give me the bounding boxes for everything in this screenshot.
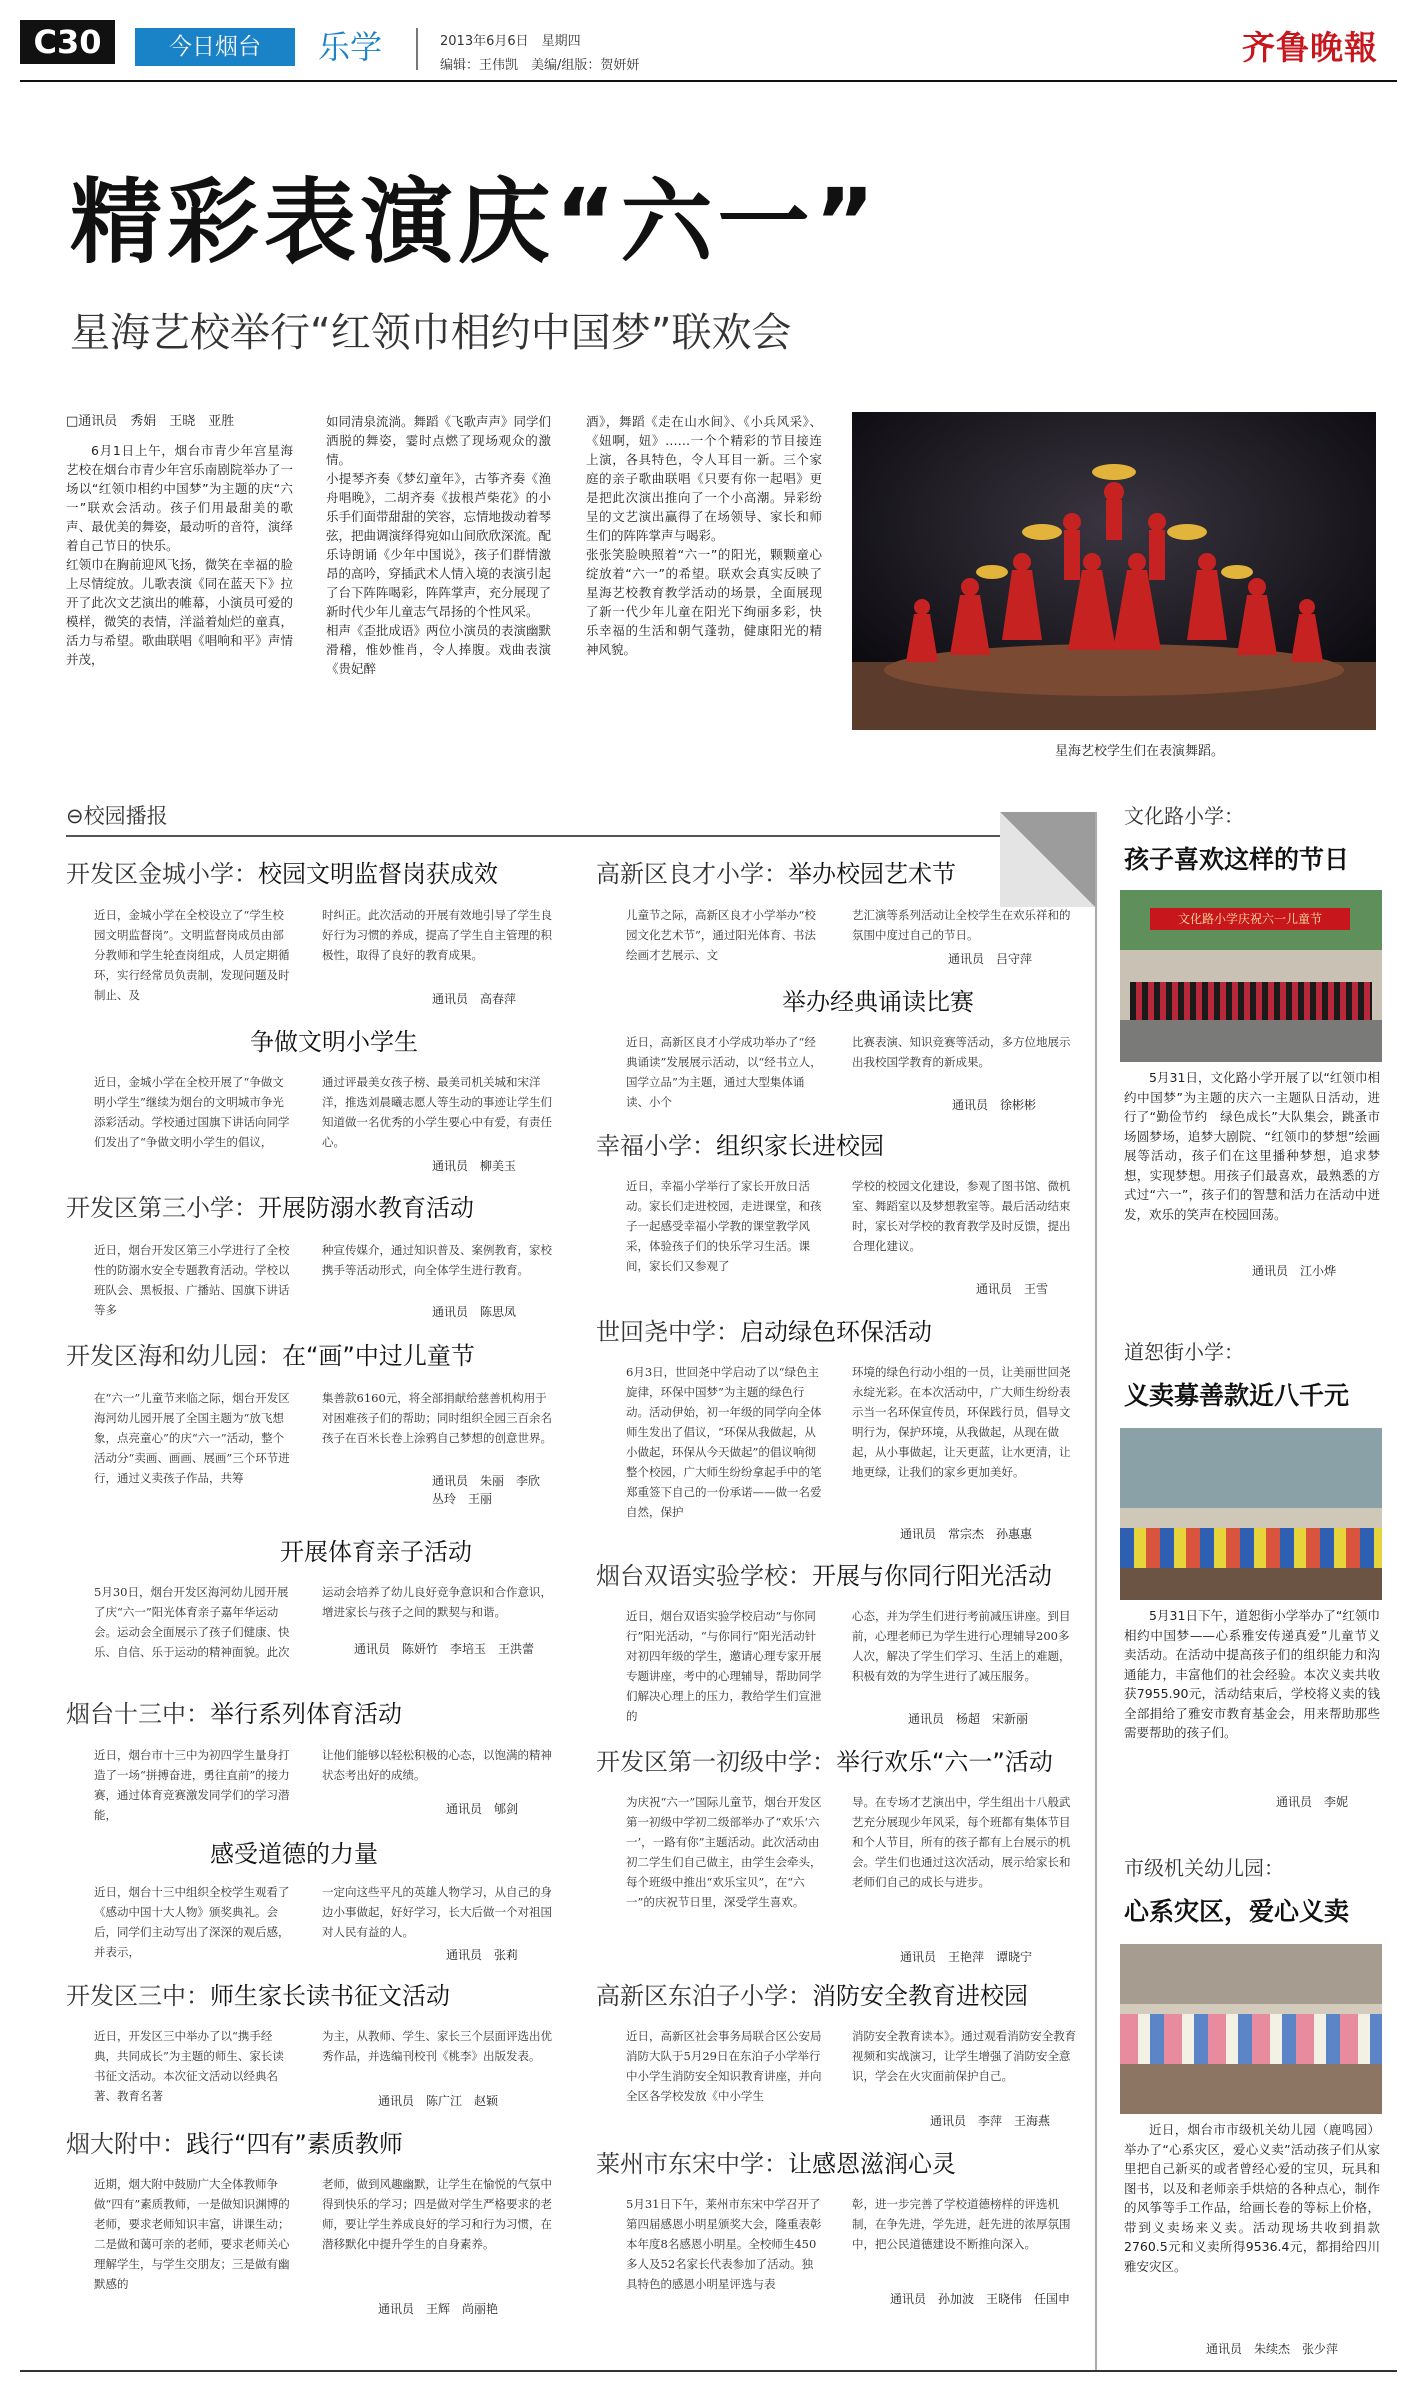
main-subheadline: 星海艺校举行“红领巾相约中国梦”联欢会 [70, 310, 792, 356]
column-label: 乐学 [318, 28, 383, 66]
page-number-box [20, 20, 115, 64]
news-title-main: 消防安全教育进校园 [812, 1982, 1028, 2010]
news-title-prefix: 开发区三中： [66, 1982, 210, 2010]
news-text-right: 运动会培养了幼儿良好竞争意识和合作意识，增进家长与孩子之间的默契与和谐。 [322, 1585, 552, 1619]
sidebar-label: 文化路小学： [1124, 804, 1244, 828]
news-text-left: 近日，烟台市十三中为初四学生量身打造了一场“拼搏奋进，勇往直前”的接力赛，通过体育竞赛激发同学们的学习潜能， [94, 1748, 290, 1822]
news-text-left: 近日，烟台开发区第三小学进行了全校性的防溺水安全专题教育活动。学校以班队会、黑板报、广播站、国旗下讲话等多 [94, 1243, 290, 1317]
news-title-prefix: 高新区东泊子小学： [596, 1982, 812, 2010]
news-title-prefix: 幸福小学： [596, 1132, 716, 1160]
sidebar-photo-2 [1120, 1428, 1382, 1600]
news-text-right: 艺汇演等系列活动让全校学生在欢乐祥和的氛围中度过自己的节日。 [852, 908, 1071, 942]
news-title-prefix: 开发区金城小学： [66, 860, 258, 888]
masthead-logo: 齐鲁晚報 [1242, 28, 1378, 67]
news-title-fire-safety [596, 1980, 1028, 2012]
news-credit: 通讯员 徐彬彬 [952, 1098, 1037, 1112]
news-title-main: 举办校园艺术节 [788, 860, 956, 888]
photo-caption: 星海艺校学生们在表演舞蹈。 [1055, 744, 1225, 759]
sidebar-title: 心系灾区，爱心义卖 [1124, 1897, 1350, 1926]
sidebar-credit: 通讯员 李妮 [1276, 1795, 1349, 1809]
sidebar-credit: 通讯员 朱续杰 张少萍 [1206, 2342, 1339, 2356]
campus-rule [66, 835, 1006, 837]
news-credit: 通讯员 柳美玉 [432, 1159, 517, 1173]
news-text-right: 导。在专场才艺演出中，学生组出十八般武艺充分展现少年风采，每个班都有集体节目和个人节目，所有的孩子都有上台展示的机会。学生们也通过这次活动，展示给家长和老师们自己的成长与进步。 [852, 1795, 1071, 1889]
main-text-col1: 6月1日上午，烟台市青少年宫星海艺校在烟台市青少年宫乐南剧院举办了一场以“红领巾相约中国梦”为主题的庆“六一”联欢会活动。孩子们用最甜美的歌声、最优美的舞姿，最动听的音符，演绎着自己节日的快乐。 红领巾在胸前迎风飞扬，微笑在幸福的脸上尽情绽放。儿歌表演《同在蓝天下》拉开了此次文艺演出的帷幕，小演员可爱的模样，微笑的表情，洋溢着灿烂的童真，活力与希望。歌曲联唱《唱响和平》声情并茂， [66, 443, 293, 667]
campus-section-label: ⊖校园播报 [66, 804, 168, 828]
news-title-civilized: 争做文明小学生 [250, 1028, 418, 1056]
issue-date: 2013年6月6日 星期四 [440, 34, 581, 49]
news-title-prefix: 烟台十三中： [66, 1700, 210, 1728]
news-text-left: 近日，高新区社会事务局联合区公安局消防大队于5月29日在东泊子小学举行中小学生消防安全知识教育讲座，并向全区各学校发放《中小学生 [626, 2029, 822, 2103]
sidebar-title: 孩子喜欢这样的节日 [1124, 845, 1350, 874]
news-credit: 通讯员 陈妍竹 李培玉 王洪蕾 [354, 1642, 535, 1656]
news-credit: 通讯员 高春萍 [432, 992, 517, 1006]
news-text-left: 5月31日下午，莱州市东宋中学召开了第四届感恩小明星颁奖大会，隆重表彰本年度8名感恩小明星。全校师生450多人及52名家长代表参加了活动。独具特色的感恩小明星评选与表 [626, 2197, 822, 2291]
corner-fold-icon [1000, 812, 1095, 907]
news-title-main: 开展与你同行阳光活动 [812, 1562, 1052, 1590]
section-label: 今日烟台 [169, 34, 261, 60]
news-text-left: 近日，高新区良才小学成功举办了“经典诵读”发展展示活动，以“经书立人，国学立品”为主题，通过大型集体诵读、小个 [626, 1035, 822, 1109]
header-rule [20, 80, 1397, 82]
news-text-left: 在“六一”儿童节来临之际，烟台开发区海河幼儿园开展了全国主题为“放飞想象，点亮童心”的庆“六一”活动，整个活动分“卖画、画画、展画”三个环节进行，通过义卖孩子作品，共筹 [94, 1391, 290, 1485]
news-title-drowning [66, 1192, 474, 1224]
news-title-morality: 感受道德的力量 [210, 1840, 378, 1868]
news-text-right: 一定向这些平凡的英雄人物学习，从自己的身边小事做起，好好学习，长大后做一个对祖国对人民有益的人。 [322, 1885, 552, 1939]
news-text-right: 消防安全教育读本》。通过观看消防安全教育视频和实战演习，让学生增强了消防安全意识，学会在火灾面前保护自己。 [852, 2029, 1077, 2083]
news-title-prefix: 烟台双语实验学校： [596, 1562, 812, 1590]
news-title-parents [596, 1130, 884, 1162]
news-title-main: 启动绿色环保活动 [740, 1318, 932, 1346]
news-title-prefix: 开发区第三小学： [66, 1194, 258, 1222]
news-title-main: 校园文明监督岗获成效 [258, 860, 498, 888]
dance-photo [852, 412, 1376, 730]
header-divider [416, 28, 418, 70]
news-title-main: 让感恩滋润心灵 [788, 2150, 956, 2178]
news-title-main: 在“画”中过儿童节 [282, 1342, 475, 1370]
sidebar-title: 义卖募善款近八千元 [1124, 1381, 1350, 1410]
sidebar-body: 5月31日下午，道恕街小学举办了“红领巾相约中国梦——心系雅安传递真爱”儿童节义卖活动。在活动中提高孩子们的组织能力和沟通能力，丰富他们的社会经验。本次义卖共收获7955.90元，活动结束后，学校将义卖的钱全部捐给了雅安市教育基金会，用来帮助那些需要帮助的孩子们。 [1124, 1608, 1380, 1740]
news-title-sports: 开展体育亲子活动 [280, 1538, 472, 1566]
news-text-left: 近日，金城小学在全校设立了“学生校园文明监督岗”。文明监督岗成员由部分教师和学生轮查岗组成，人员定期循环，实行经常员负责制，发现问题及时制止、及 [94, 908, 290, 1002]
news-title-sunshine [596, 1560, 1052, 1592]
news-credit: 通讯员 张莉 [446, 1948, 519, 1962]
news-title-main: 开展防溺水教育活动 [258, 1194, 474, 1222]
news-title-reading [66, 1980, 450, 2012]
news-credit: 通讯员 王艳萍 谭晓宁 [900, 1950, 1033, 1964]
news-title-jincheng [66, 858, 498, 890]
news-text-left: 近日，烟台十三中组织全校学生观看了《感动中国十大人物》颁奖典礼。会后，同学们主动写出了深深的观后感，并表示， [94, 1885, 290, 1959]
news-title-prefix: 莱州市东宋中学： [596, 2150, 788, 2178]
news-title-prefix: 世回尧中学： [596, 1318, 740, 1346]
news-text-right: 学校的校园文化建设，参观了图书馆、微机室、舞蹈室以及梦想教室等。最后活动结束时，家长对学校的教育教学及时反馈，提出合理化建议。 [852, 1179, 1071, 1253]
news-title-gratitude [596, 2148, 956, 2180]
news-title-recitation: 举办经典诵读比赛 [782, 988, 974, 1016]
news-title-13th-sports [66, 1698, 402, 1730]
news-text-right: 为主，从教师、学生、家长三个层面评选出优秀作品，并选编刊校刊《桃李》出版发表。 [322, 2029, 552, 2063]
main-headline: 精彩表演庆“六一” [70, 169, 880, 276]
sidebar-label: 市级机关幼儿园： [1124, 1856, 1284, 1880]
news-title-main: 举行系列体育活动 [210, 1700, 402, 1728]
news-text-right: 集善款6160元，将全部捐献给慈善机构用于对困难孩子们的帮助；同时组织全园三百余名孩子在百米长卷上涂鸦自己梦想的创意世界。 [322, 1391, 552, 1445]
news-title-prefix: 烟大附中： [66, 2130, 186, 2158]
news-text-left: 近日，幸福小学举行了家长开放日活动。家长们走进校园，走进课堂，和孩子一起感受幸福小学教的课堂教学风采，体验孩子们的快乐学习生活。课间，家长们又参观了 [626, 1179, 822, 1273]
page-number: C30 [33, 23, 102, 61]
news-text-left: 5月30日，烟台开发区海河幼儿园开展了庆“六一”阳光体育亲子嘉年华运动会。运动会全面展示了孩子们健康、快乐、自信、乐于运动的精神面貌。此次 [94, 1585, 290, 1659]
news-credit: 通讯员 王辉 尚丽艳 [378, 2302, 499, 2316]
news-credit: 通讯员 杨超 宋新丽 [908, 1712, 1029, 1726]
news-text-right: 彰，进一步完善了学校道德榜样的评选机制，在争先进，学先进，赶先进的浓厚氛围中，把公民道德建设不断推向深入。 [852, 2197, 1071, 2251]
news-title-prefix: 高新区良才小学： [596, 860, 788, 888]
news-text-right: 种宣传媒介，通过知识普及、案例教育，家校携手等活动形式，向全体学生进行教育。 [322, 1243, 552, 1277]
news-text-right: 环境的绿色行动小组的一员，让美丽世回尧永绽光彩。在本次活动中，广大师生纷纷表示当一名环保宣传员，环保践行员，倡导文明行为，保护环境，从我做起，从现在做起，从小事做起，让天更蓝，让水更清，让地更绿，让我们的家乡更加美好。 [852, 1365, 1071, 1479]
news-title-four-have [66, 2128, 403, 2160]
news-credit: 通讯员 孙加波 王晓伟 任国申 [890, 2292, 1071, 2306]
section-label-box [135, 28, 295, 66]
sidebar-body: 近日，烟台市市级机关幼儿园（鹿鸣园）举办了“心系灾区，爱心义卖”活动孩子们从家里把自己新买的或者曾经心爱的宝贝，玩具和图书，以及和老师亲手烘焙的各种点心，制作的风筝等手工作品，给画长卷的等标上价格，带到义卖场来义卖。活动现场共收到捐款2760.5元和义卖所得9536.4元，都捐给四川雅安灾区。 [1124, 2122, 1380, 2274]
sidebar-photo-1 [1120, 890, 1382, 1062]
stage-performance-image [852, 412, 1376, 730]
news-text-left: 儿童节之际，高新区良才小学举办“校园文化艺术节”，通过阳光体育、书法绘画才艺展示、文 [626, 908, 816, 962]
news-text-left: 近期，烟大附中鼓励广大全体教师争做“四有”素质教师，一是做知识渊博的老师，要求老师知识丰富，讲课生动；二是做和蔼可亲的老师，要求老师关心理解学生，与学生交朋友；三是做有幽默感的 [94, 2177, 290, 2291]
news-title-art-festival [596, 858, 956, 890]
news-text-left: 6月3日，世回尧中学启动了以“绿色主旋律，环保中国梦”为主题的绿色行动。活动伊始，初一年级的同学向全体师生发出了倡议，“环保从我做起，从小做起，环保从今天做起”的倡议响彻整个校园，广大师生纷纷拿起手中的笔郑重签下自己的一份承诺——做一名爱自然，保护 [626, 1365, 822, 1519]
news-title-main: 师生家长读书征文活动 [210, 1982, 450, 2010]
main-text-col3: 酒》，舞蹈《走在山水间》、《小兵风采》、《妞啊，妞》……一个个精彩的节目接连上演，各具特色，令人耳目一新。三个家庭的亲子歌曲联唱《只要有你一起唱》更是把此次演出推向了一个小高潮。异彩纷呈的文艺演出赢得了在场领导、家长和师生们的阵阵掌声与喝彩。 张张笑脸映照着“六一”的阳光，颗颗童心绽放着“六一”的希望。联欢会真实反映了星海艺校教育教学活动的场景，全面展现了新一代少年儿童在阳光下绚丽多彩，快乐幸福的生活和朝气蓬勃，健康阳光的精神风貌。 [586, 414, 822, 657]
sidebar-photo-3 [1120, 1944, 1382, 2114]
news-text-right: 通过评最美女孩子榜、最美司机关城和宋洋洋，推选刘晨曦志愿人等生动的事迹让学生们知道做一名优秀的小学生要心中有爱，有责任心。 [322, 1075, 552, 1149]
main-text-col2: 如同清泉流淌。舞蹈《飞歌声声》同学们洒脱的舞姿，霎时点燃了现场观众的激情。 小提琴齐奏《梦幻童年》，古筝齐奏《渔舟唱晚》，二胡齐奏《拔根芦柴花》的小乐手们面带甜甜的笑容，忘情地拨动着琴弦，把曲调演绎得宛如山间欣欣深流。配乐诗朗诵《少年中国说》，孩子们群情激昂的高吟，穿插武术人情入境的表演引起了台下阵阵喝彩，阵阵掌声，充分展现了新时代少年儿童志气昂扬的个性风采。 相声《歪批成语》两位小演员的表演幽默滑稽，惟妙惟肖，令人捧腹。戏曲表演《贵妃醉 [326, 414, 552, 676]
news-credit: 通讯员 朱丽 李欣 丛玲 王丽 [432, 1474, 553, 1506]
sidebar-divider [1095, 812, 1097, 2370]
news-credit: 通讯员 陈广江 赵颖 [378, 2094, 499, 2108]
news-credit: 通讯员 李萍 王海燕 [930, 2114, 1051, 2128]
news-text-right: 比赛表演、知识竞赛等活动，多方位地展示出我校国学教育的新成果。 [852, 1035, 1071, 1069]
main-col-1 [66, 412, 293, 669]
sidebar-body: 5月31日，文化路小学开展了以“红领巾相约中国梦”为主题的庆六一主题队日活动，进行了“勤俭节约 绿色成长”大队集会，跳蚤市场圆梦场，追梦大剧院、“红领巾的梦想”绘画展等活动，孩子们在这里播种梦想，追求梦想，实现梦想。用孩子们最喜欢，最熟悉的方式过“六一”，孩子们的智慧和活力在活动中迸发，欢乐的笑声在校园回荡。 [1124, 1070, 1380, 1222]
news-credit: 通讯员 吕守萍 [948, 952, 1033, 966]
news-title-main: 践行“四有”素质教师 [186, 2130, 403, 2158]
news-text-left: 近日，开发区三中举办了以“携手经典，共同成长”为主题的师生、家长读书征文活动。本次征文活动以经典名著、教育名著 [94, 2029, 284, 2103]
news-credit: 通讯员 郇剑 [446, 1802, 519, 1816]
news-credit: 通讯员 王雪 [976, 1282, 1049, 1296]
news-title-green [596, 1316, 932, 1348]
stage-banner: 文化路小学庆祝六一儿童节 [1150, 908, 1350, 930]
main-byline: □通讯员 秀娟 王晓 亚胜 [66, 414, 235, 429]
editor-credit: 编辑：王伟凯 美编/组版：贺妍妍 [440, 58, 640, 73]
news-text-right: 老师，做到风趣幽默，让学生在愉悦的气氛中得到快乐的学习；四是做对学生严格要求的老师，要让学生养成良好的学习和行为习惯，在潜移默化中提升学生的自身素养。 [322, 2177, 552, 2251]
sidebar-label: 道恕街小学： [1124, 1340, 1244, 1364]
news-title-main: 组织家长进校园 [716, 1132, 884, 1160]
news-text-right: 让他们能够以轻松积极的心态，以饱满的精神状态考出好的成绩。 [322, 1748, 552, 1782]
news-text-left: 近日，金城小学在全校开展了“争做文明小学生”继续为烟台的文明城市争光添彩活动。学校通过国旗下讲话向同学们发出了“争做文明小学生的倡议， [94, 1075, 290, 1149]
news-credit: 通讯员 常宗杰 孙惠惠 [900, 1527, 1033, 1541]
news-title-prefix: 开发区海和幼儿园： [66, 1342, 282, 1370]
news-text-right: 时纠正。此次活动的开展有效地引导了学生良好行为习惯的养成，提高了学生自主管理的积极性，取得了良好的教育成果。 [322, 908, 552, 962]
news-text-left: 为庆祝“六一”国际儿童节，烟台开发区第一初级中学初二级部举办了“欢乐‘六一’，一路有你”主题活动。此次活动由初二学生们自己做主，由学生会牵头，每个班级中推出“欢乐宝贝”，在“六一”的庆祝节日里，深受学生喜欢。 [626, 1795, 822, 1909]
news-text-left: 近日，烟台双语实验学校启动“与你同行”阳光活动，“与你同行”阳光活动针对初四年级的学生，邀请心理专家开展专题讲座，考中的心理辅导，帮助同学们解决心理上的压力，教给学生们宣泄的 [626, 1609, 822, 1723]
news-credit: 通讯员 陈思凤 [432, 1305, 517, 1319]
sidebar-credit: 通讯员 江小烨 [1252, 1264, 1337, 1278]
news-title-main: 举行欢乐“六一”活动 [836, 1748, 1053, 1776]
news-title-joyful [596, 1746, 1053, 1778]
footer-rule [20, 2370, 1397, 2372]
news-text-right: 心态，并为学生们进行考前减压讲座。到目前，心理老师已为学生进行心理辅导200多人次，解决了学生们学习、生活上的难题，积极有效的为学生进行了减压服务。 [852, 1609, 1071, 1683]
news-title-painting [66, 1340, 475, 1372]
news-title-prefix: 开发区第一初级中学： [596, 1748, 836, 1776]
